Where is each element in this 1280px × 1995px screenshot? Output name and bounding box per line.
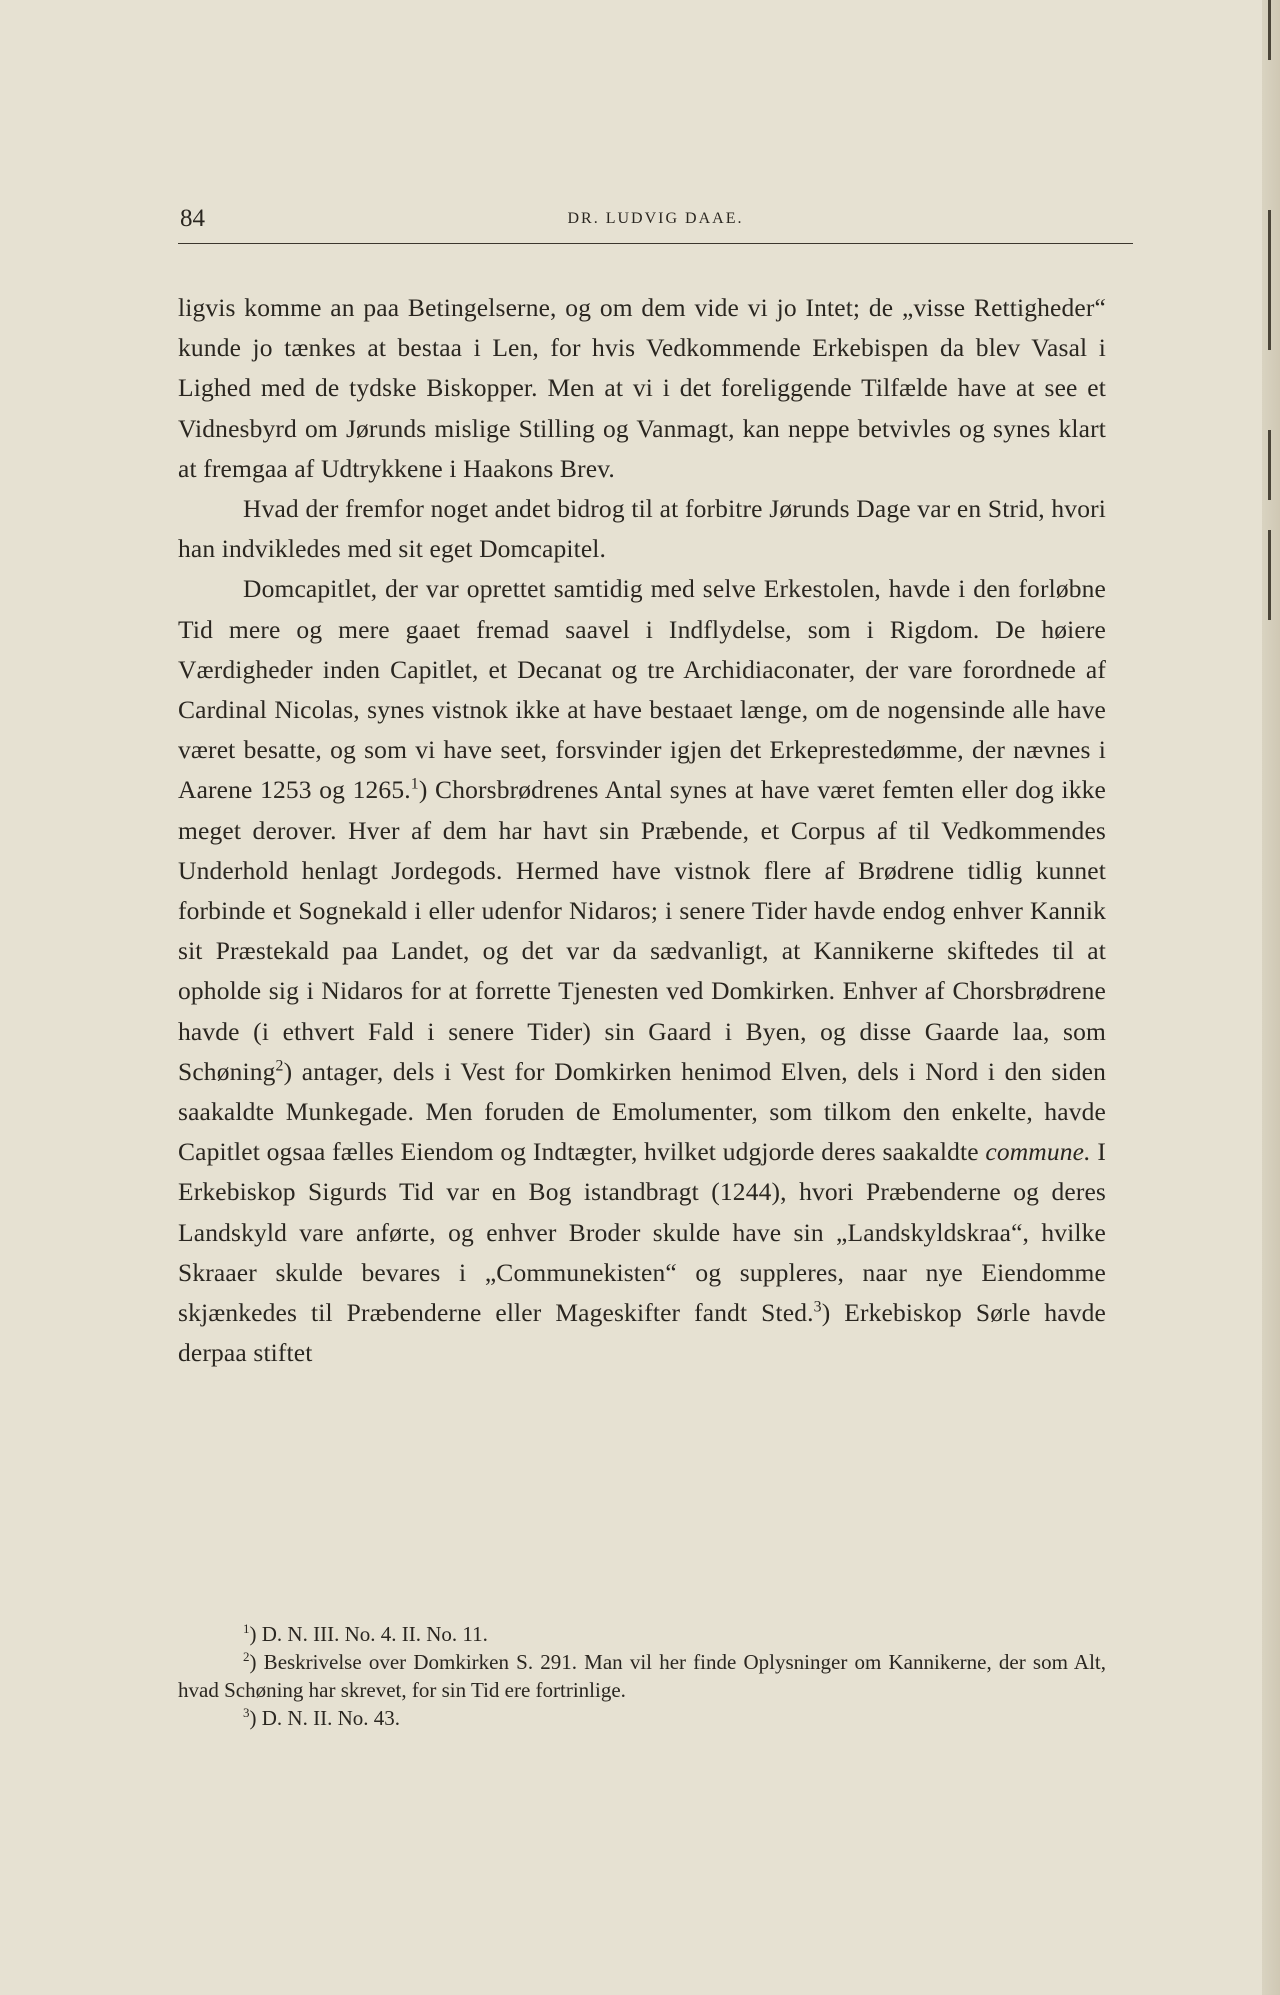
footnote-3-mark: 3	[243, 1705, 250, 1720]
footnote-1	[178, 1620, 1106, 1648]
paragraph-3-part-d: I Erkebiskop Sigurds Tid var en Bog istandbragt (1244), hvori Præbenderne og deres Landskyld vare anførte, og enhver Broder skulde have sin „Landskyldskraa“, hvilke Skraaer skulde bevares i „Communekisten“ og suppleres, naar nye Eiendomme skjænkedes til Præbenderne eller Mageskifter fandt Sted.	[178, 1137, 1106, 1328]
page-edge-mark	[1268, 0, 1271, 60]
page-edge-mark	[1268, 530, 1271, 620]
italic-term: commune.	[985, 1137, 1091, 1167]
footnote-1-mark: 1	[243, 1621, 250, 1636]
paragraph-3-part-a: Domcapitlet, der var oprettet samtidig med selve Erkestolen, havde i den forløbne Tid mere og mere gaaet fremad saavel i Indflydelse, som i Rigdom. De høiere Værdigheder inden Capitlet, et Decanat og tre Archidiaconater, der vare forordnede af Cardinal Nicolas, synes vistnok ikke at have bestaaet længe, om de nogensinde alle have været besatte, og som vi have seet, forsvinder igjen det Erkeprestedømme, der nævnes i Aarene 1253 og 1265.	[178, 574, 1106, 805]
footnotes	[178, 1620, 1106, 1732]
footnote-3-text: ) D. N. II. No. 43.	[249, 1706, 400, 1730]
page-number: 84	[180, 205, 205, 232]
paragraph-1: ligvis komme an paa Betingelserne, og om dem vide vi jo Intet; de „visse Rettigheder“ kunde jo tænkes at bestaa i Len, for hvis Vedkommende Erkebispen da blev Vasal i Lighed med de tydske Biskopper. Men at vi i det foreliggende Tilfælde have at see et Vidnesbyrd om Jørunds mislige Stilling og Vanmagt, kan neppe betvivles og synes klart at fremgaa af Udtrykkene i Haakons Brev.	[178, 293, 1106, 483]
footnote-2	[178, 1648, 1106, 1704]
page-edge-mark	[1268, 210, 1271, 350]
footnote-2-text: ) Beskrivelse over Domkirken S. 291. Man vil her finde Oplysninger om Kannikerne, der som Alt, hvad Schøning har skrevet, for sin Tid ere fortrinlige.	[178, 1650, 1106, 1702]
paragraph-3-part-c: ) antager, dels i Vest for Domkirken henimod Elven, dels i Nord i den siden saakaldte Munkegade. Men foruden de Emolumenter, som tilkom den enkelte, havde Capitlet ogsaa fælles Eiendom og Indtægter, hvilket udgjorde deres saakaldte	[178, 1056, 1106, 1167]
footnote-ref-2: 2	[275, 1057, 284, 1075]
footnote-3	[178, 1704, 1106, 1732]
page-edge-shadow	[1262, 0, 1280, 1995]
paragraph-3-part-b: ) Chorsbrødrenes Antal synes at have været femten eller dog ikke meget derover. Hver af dem har havt sin Præbende, et Corpus af til Vedkommendes Underhold henlagt Jordegods. Hermed have vistnok flere af Brødrene tidlig kunnet forbinde et Sognekald i eller udenfor Nidaros; i senere Tider havde endog enhver Kannik sit Præstekald paa Landet, og det var da sædvanligt, at Kannikerne skiftedes til at opholde sig i Nidaros for at forrette Tjenesten ved Domkirken. Enhver af Chorsbrødrene havde (i ethvert Fald i senere Tider) sin Gaard i Byen, og disse Gaarde laa, som Schøning	[178, 775, 1106, 1086]
running-head: DR. LUDVIG DAAE.	[567, 210, 744, 227]
footnote-1-text: ) D. N. III. No. 4. II. No. 11.	[249, 1622, 488, 1646]
footnote-ref-1: 1	[410, 775, 419, 793]
page-edge-mark	[1268, 430, 1271, 500]
body-text	[178, 288, 1106, 1373]
paragraph-2: Hvad der fremfor noget andet bidrog til at forbitre Jørunds Dage var en Strid, hvori han indvikledes med sit eget Domcapitel.	[178, 494, 1106, 564]
footnote-ref-3: 3	[813, 1298, 822, 1316]
page-header	[178, 205, 1133, 244]
paragraph-3	[178, 569, 1106, 1373]
paragraph-3-part-e: ) Erkebiskop Sørle havde derpaa stiftet	[178, 1298, 1107, 1368]
footnote-2-mark: 2	[243, 1649, 250, 1664]
